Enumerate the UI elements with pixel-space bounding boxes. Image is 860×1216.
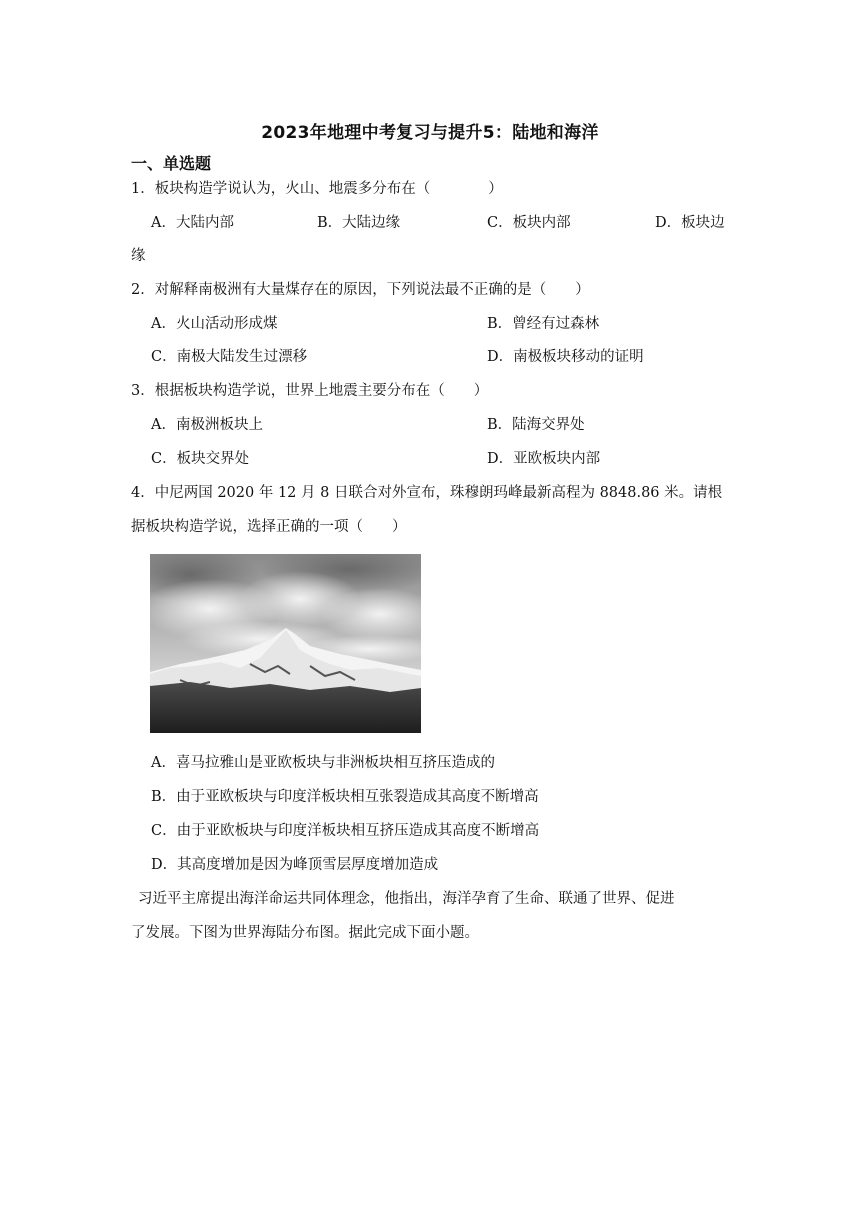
question-2-option-a: A．火山活动形成煤	[151, 316, 278, 332]
question-3-option-d: D．亚欧板块内部	[487, 451, 601, 467]
question-2-option-d: D．南极板块移动的证明	[487, 349, 644, 365]
page-title: 2023年地理中考复习与提升5：陆地和海洋	[261, 123, 599, 143]
question-1-option-d-wrap: 缘	[131, 248, 146, 264]
question-3-stem: 3．根据板块构造学说，世界上地震主要分布在（ ）	[131, 383, 489, 399]
question-3-option-a: A．南极洲板块上	[151, 417, 263, 433]
mountain-photo-svg	[150, 554, 421, 733]
question-3-option-b: B．陆海交界处	[487, 417, 585, 433]
question-1-option-a: A．大陆内部	[151, 215, 234, 231]
passage-line-2: 了发展。下图为世界海陆分布图。据此完成下面小题。	[131, 925, 479, 941]
question-4-option-a: A．喜马拉雅山是亚欧板块与非洲板块相互挤压造成的	[151, 755, 495, 771]
passage-line-1: 习近平主席提出海洋命运共同体理念，他指出，海洋孕育了生命、联通了世界、促进	[138, 891, 675, 907]
question-4-option-b: B．由于亚欧板块与印度洋板块相互张裂造成其高度不断增高	[151, 789, 539, 805]
question-1-option-c: C．板块内部	[487, 215, 571, 231]
question-1-stem: 1．板块构造学说认为，火山、地震多分布在（ ）	[131, 181, 503, 197]
question-4-stem-line-2: 据板块构造学说，选择正确的一项（ ）	[131, 519, 407, 535]
question-1-option-d: D．板块边	[655, 215, 725, 231]
question-2-option-c: C．南极大陆发生过漂移	[151, 349, 308, 365]
mountain-photo	[150, 554, 421, 733]
question-4-stem-line-1: 4．中尼两国 2020 年 12 月 8 日联合对外宣布，珠穆朗玛峰最新高程为 8848.86 米。请根	[131, 485, 723, 501]
question-2-stem: 2．对解释南极洲有大量煤存在的原因，下列说法最不正确的是（ ）	[131, 282, 590, 298]
question-2-option-b: B．曾经有过森林	[487, 316, 600, 332]
question-3-option-c: C．板块交界处	[151, 451, 250, 467]
question-4-option-d: D．其高度增加是因为峰顶雪层厚度增加造成	[151, 857, 439, 873]
question-1-option-b: B．大陆边缘	[317, 215, 401, 231]
question-4-option-c: C．由于亚欧板块与印度洋板块相互挤压造成其高度不断增高	[151, 823, 540, 839]
section-heading: 一、单选题	[131, 154, 212, 173]
